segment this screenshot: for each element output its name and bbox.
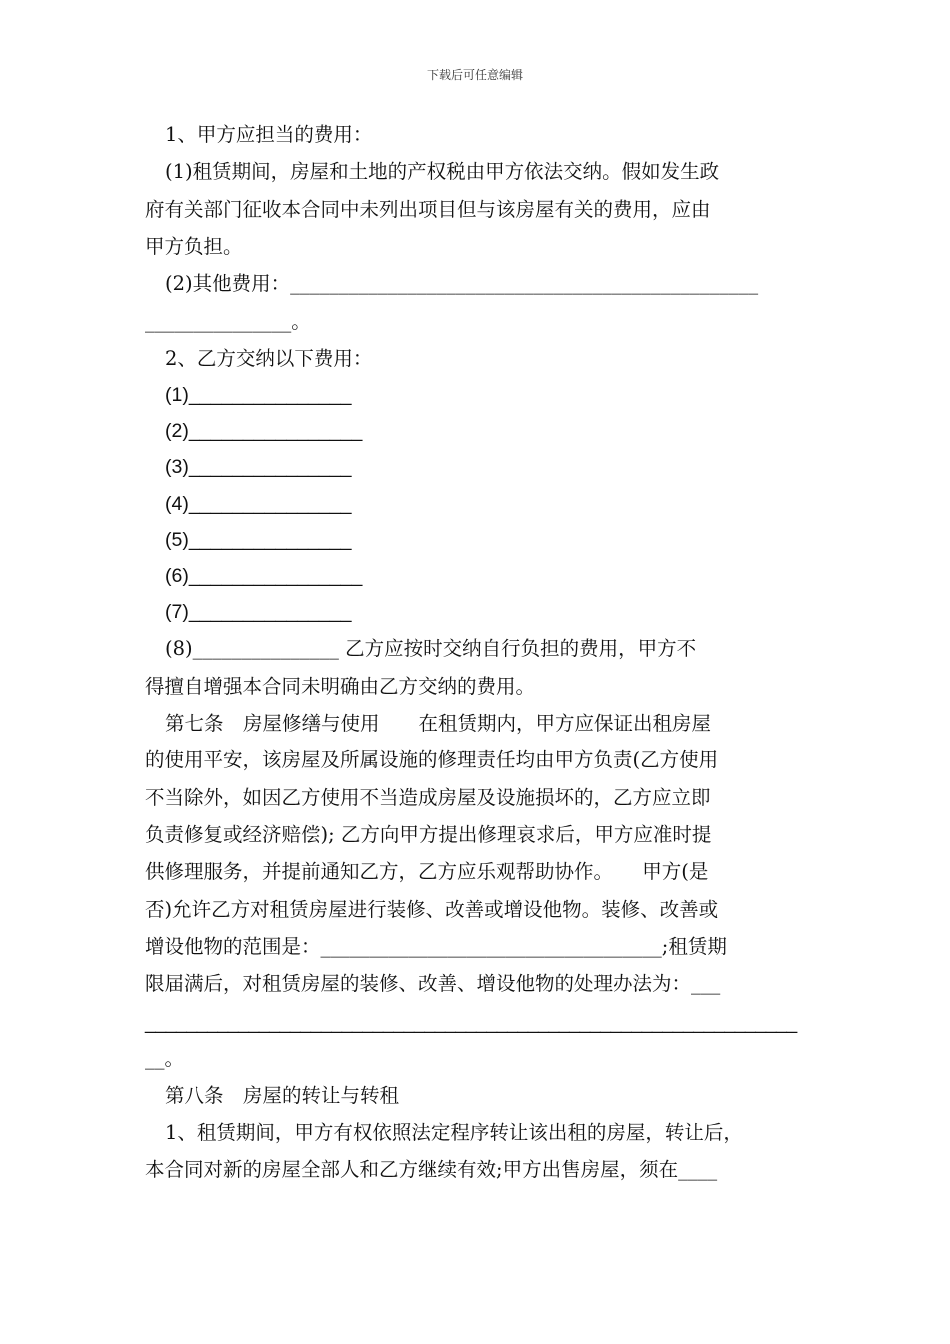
text-line: 的使用平安，该房屋及所属设施的修理责任均由甲方负责(乙方使用: [145, 748, 719, 771]
text-line: (8)_______________ 乙方应按时交纳自行负担的费用，甲方不: [165, 637, 697, 660]
text-line: 供修理服务，并提前通知乙方，乙方应乐观帮助协作。 甲方(是: [145, 860, 709, 883]
text-line: (2)其他费用：________________________________________________: [165, 272, 759, 295]
blank-line: _______________________________________________________________: [145, 1012, 797, 1034]
text-line: 甲方负担。: [145, 235, 243, 258]
text-line: _______________。: [145, 310, 311, 333]
text-line: 限届满后，对租赁房屋的装修、改善、增设他物的处理办法为：___: [145, 972, 721, 995]
fee-item: (4)_______________: [165, 493, 352, 515]
fee-item: (7)_______________: [165, 601, 352, 623]
text-line: (1)租赁期间，房屋和土地的产权税由甲方依法交纳。假如发生政: [165, 160, 720, 183]
text-line: 1、租赁期间，甲方有权依照法定程序转让该出租的房屋，转让后，: [165, 1121, 743, 1144]
text-line: 增设他物的范围是：___________________________________;租赁期: [145, 935, 727, 958]
text-line: 1、甲方应担当的费用：: [165, 123, 373, 146]
text-line: __。: [145, 1047, 185, 1070]
text-line: 否)允许乙方对租赁房屋进行装修、改善或增设他物。装修、改善或: [145, 898, 719, 921]
fee-item: (3)_______________: [165, 456, 352, 478]
article-7-heading-line: 第七条 房屋修缮与使用 在租赁期内，甲方应保证出租房屋: [165, 712, 712, 735]
text-line: 不当除外，如因乙方使用不当造成房屋及设施损坏的，乙方应立即: [145, 786, 711, 809]
text-line: 负责修复或经济赔偿); 乙方向甲方提出修理哀求后，甲方应准时提: [145, 823, 712, 846]
fee-item: (1)_______________: [165, 384, 352, 406]
fee-item: (6)________________: [165, 565, 363, 587]
fee-item: (5)_______________: [165, 529, 352, 551]
fee-item: (2)________________: [165, 420, 363, 442]
text-line: 府有关部门征收本合同中未列出项目但与该房屋有关的费用，应由: [145, 198, 711, 221]
text-line: 2、乙方交纳以下费用：: [165, 347, 373, 370]
article-8-heading: 第八条 房屋的转让与转租: [165, 1084, 400, 1107]
text-line: 本合同对新的房屋全部人和乙方继续有效;甲方出售房屋，须在____: [145, 1158, 718, 1181]
text-line: 得擅自增强本合同未明确由乙方交纳的费用。: [145, 675, 536, 698]
page-header: 下载后可任意编辑: [426, 68, 523, 82]
